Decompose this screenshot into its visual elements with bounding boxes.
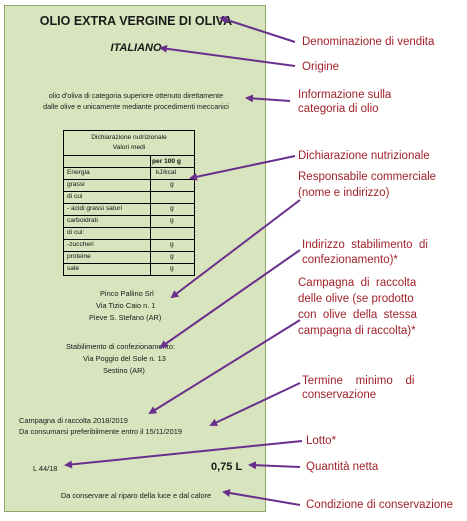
nutrition-row-unit: g bbox=[170, 253, 174, 260]
arrow-origine bbox=[161, 48, 295, 66]
nutrition-row-unit: g bbox=[170, 181, 174, 188]
annotation-lotto: Lotto* bbox=[306, 435, 337, 447]
company-name: Pinco Pallino Srl bbox=[100, 289, 154, 298]
nutrition-row-name: carboidrati bbox=[67, 217, 98, 224]
nutrition-row-name: Energia bbox=[67, 169, 90, 176]
arrow-denominazione bbox=[221, 18, 295, 42]
annotation-responsabile-line-2: (nome e indirizzo) bbox=[298, 187, 390, 199]
arrow-dichiarazione bbox=[191, 156, 295, 178]
annotation-indirizzo-line-2: confezionamento)* bbox=[302, 254, 398, 266]
arrow-condizione bbox=[224, 492, 300, 505]
annotation-campagna-line-4: campagna di raccolta)* bbox=[298, 325, 416, 337]
nutrition-row-name: - acidi grassi saturi bbox=[67, 205, 122, 212]
plant-street: Via Poggio del Sole n. 13 bbox=[83, 354, 166, 363]
nutrition-row-unit: g bbox=[170, 241, 174, 248]
net-quantity: 0,75 L bbox=[211, 461, 243, 473]
nutrition-row-name: grassi bbox=[67, 181, 85, 188]
nutrition-row-name: proteine bbox=[67, 253, 91, 260]
annotation-condizione: Condizione di conservazione bbox=[306, 499, 454, 511]
annotation-responsabile-line-1: Responsabile commerciale bbox=[298, 171, 437, 183]
nutrition-row-unit: g bbox=[170, 265, 174, 272]
lot-number: L 44/18 bbox=[33, 464, 58, 473]
arrow-campagna bbox=[150, 320, 300, 413]
nutrition-row-unit: kJ/kcal bbox=[156, 169, 177, 176]
arrow-lotto bbox=[66, 441, 302, 465]
nutrition-row-name: di cui: bbox=[67, 229, 85, 236]
plant-city: Sestino (AR) bbox=[103, 366, 145, 375]
annotation-termine-line-2: conservazione bbox=[302, 389, 377, 401]
nutrition-title: Dichiarazione nutrizionale bbox=[91, 134, 167, 141]
label-origin: ITALIANO bbox=[110, 42, 162, 54]
annotation-campagna-line-1: Campagna di raccolta bbox=[298, 277, 417, 289]
best-before: Da consumarsi preferibilmente entro il 15/11/2019 bbox=[19, 427, 182, 436]
company-street: Via Tizio Caio n. 1 bbox=[96, 301, 156, 310]
annotation-dichiarazione: Dichiarazione nutrizionale bbox=[298, 150, 430, 162]
plant-heading: Stabilimento di confezionamento: bbox=[66, 342, 175, 351]
annotation-categoria-line-2: categoria di olio bbox=[298, 103, 379, 115]
nutrition-row-name: -zuccheri bbox=[67, 241, 94, 248]
annotation-quantita: Quantità netta bbox=[306, 461, 379, 473]
annotation-indirizzo-line-1: Indirizzo stabilimento di bbox=[302, 239, 428, 251]
arrow-responsabile bbox=[172, 200, 300, 297]
arrow-categoria bbox=[247, 98, 290, 101]
annotation-campagna-line-2: delle olive (se prodotto bbox=[298, 293, 414, 305]
annotation-origine: Origine bbox=[302, 61, 340, 73]
annotation-categoria-line-1: Informazione sulla bbox=[298, 89, 392, 101]
nutrition-row-unit: g bbox=[170, 205, 174, 212]
nutrition-row-unit: g bbox=[170, 217, 174, 224]
label-category-line-2: dalle olive e unicamente mediante procedimenti meccanici bbox=[43, 102, 229, 111]
label-title: OLIO EXTRA VERGINE DI OLIVA bbox=[39, 14, 233, 28]
annotation-campagna-line-3: con olive della stessa bbox=[298, 309, 417, 321]
label-category-line-1: olio d'oliva di categoria superiore ottenuto direttamente bbox=[48, 91, 224, 100]
nutrition-subtitle: Valori medi bbox=[112, 144, 146, 151]
nutrition-per: per 100 g bbox=[152, 158, 181, 165]
arrow-quantita bbox=[250, 465, 300, 467]
nutrition-row-name: sale bbox=[67, 265, 80, 272]
company-city: Pieve S. Stefano (AR) bbox=[89, 313, 162, 322]
storage-condition: Da conservare al riparo della luce e dal calore bbox=[60, 491, 212, 500]
harvest-campaign: Campagna di raccolta 2018/2019 bbox=[19, 416, 128, 425]
nutrition-row-name: di cui bbox=[67, 193, 83, 200]
annotation-denominazione: Denominazione di vendita bbox=[302, 36, 435, 48]
arrow-termine bbox=[211, 383, 300, 425]
annotation-termine-line-1: Termine minimo di bbox=[302, 375, 415, 387]
